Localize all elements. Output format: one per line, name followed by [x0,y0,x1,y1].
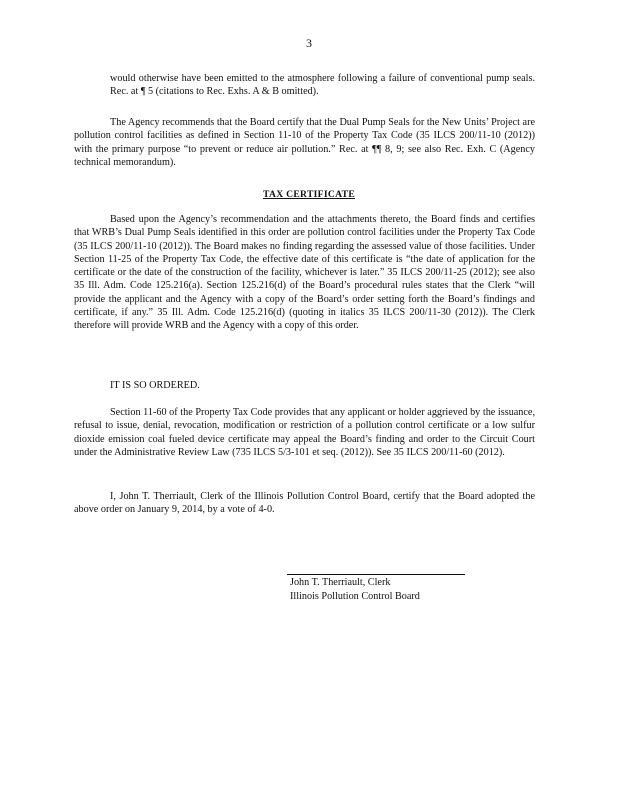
page-number: 3 [306,36,312,50]
so-ordered-text: IT IS SO ORDERED. [110,380,200,391]
signature-organization: Illinois Pollution Control Board [290,591,420,602]
paragraph-recommendation [74,116,535,169]
paragraph-recommendation-text: The Agency recommends that the Board certify that the Dual Pump Seals for the New Units’ Project are pollution control facilities as defined in Section 11-10 of the Property Tax Code (35 ILCS 200/11-10 (2012)) with the primary purpose “to prevent or reduce air pollution.” Rec. at ¶¶ 8, 9; see also Rec. Exh. C (Agency technical memorandum). [74,117,535,168]
paragraph-continuation [74,72,535,99]
paragraph-appeal-text: Section 11-60 of the Property Tax Code provides that any applicant or holder aggrieved by the issuance, refusal to issue, denial, revocation, modification or restriction of a pollution control certificate or a low sulfur dioxide emission coal fueled device certificate may appeal the Board’s finding and order to the Circuit Court under the Administrative Review Law (735 ILCS 5/3-101 et seq. (2012)). See 35 ILCS 200/11-60 (2012). [74,407,535,458]
so-ordered [74,379,535,392]
paragraph-certification [74,490,535,517]
paragraph-appeal [74,406,535,459]
signature-line [287,574,465,575]
paragraph-continuation-text: would otherwise have been emitted to the atmosphere following a failure of conventional pump seals. Rec. at ¶ 5 (citations to Rec. Exhs. A & B omitted). [110,73,535,98]
paragraph-findings-text: Based upon the Agency’s recommendation and the attachments thereto, the Board finds and certifies that WRB’s Dual Pump Seals identified in this order are pollution control facilities under the Property Tax Code (35 ILCS 200/11-10 (2012)). The Board makes no finding regarding the assessed value of those facilities. Under Section 11-25 of the Property Tax Code, the effective date of this certificate is “the date of application for the certificate or the date of the construction of the facility, whichever is later.” 35 ILCS 200/11-25 (2012); see also 35 Ill. Adm. Code 125.216(a). Section 125.216(d) of the Board’s procedural rules states that the Clerk “will provide the applicant and the Agency with a copy of the Board’s order setting forth the Board’s findings and certificate, if any.” 35 Ill. Adm. Code 125.216(d) (quoting in italics 35 ILCS 200/11-30 (2012)). The Clerk therefore will provide WRB and the Agency with a copy of this order. [74,214,535,332]
paragraph-certification-text: I, John T. Therriault, Clerk of the Illinois Pollution Control Board, certify that the Board adopted the above order on January 9, 2014, by a vote of 4-0. [74,491,535,516]
signature-name: John T. Therriault, Clerk [290,577,391,588]
heading-tax-certificate: TAX CERTIFICATE [262,189,356,200]
paragraph-findings [74,213,535,333]
